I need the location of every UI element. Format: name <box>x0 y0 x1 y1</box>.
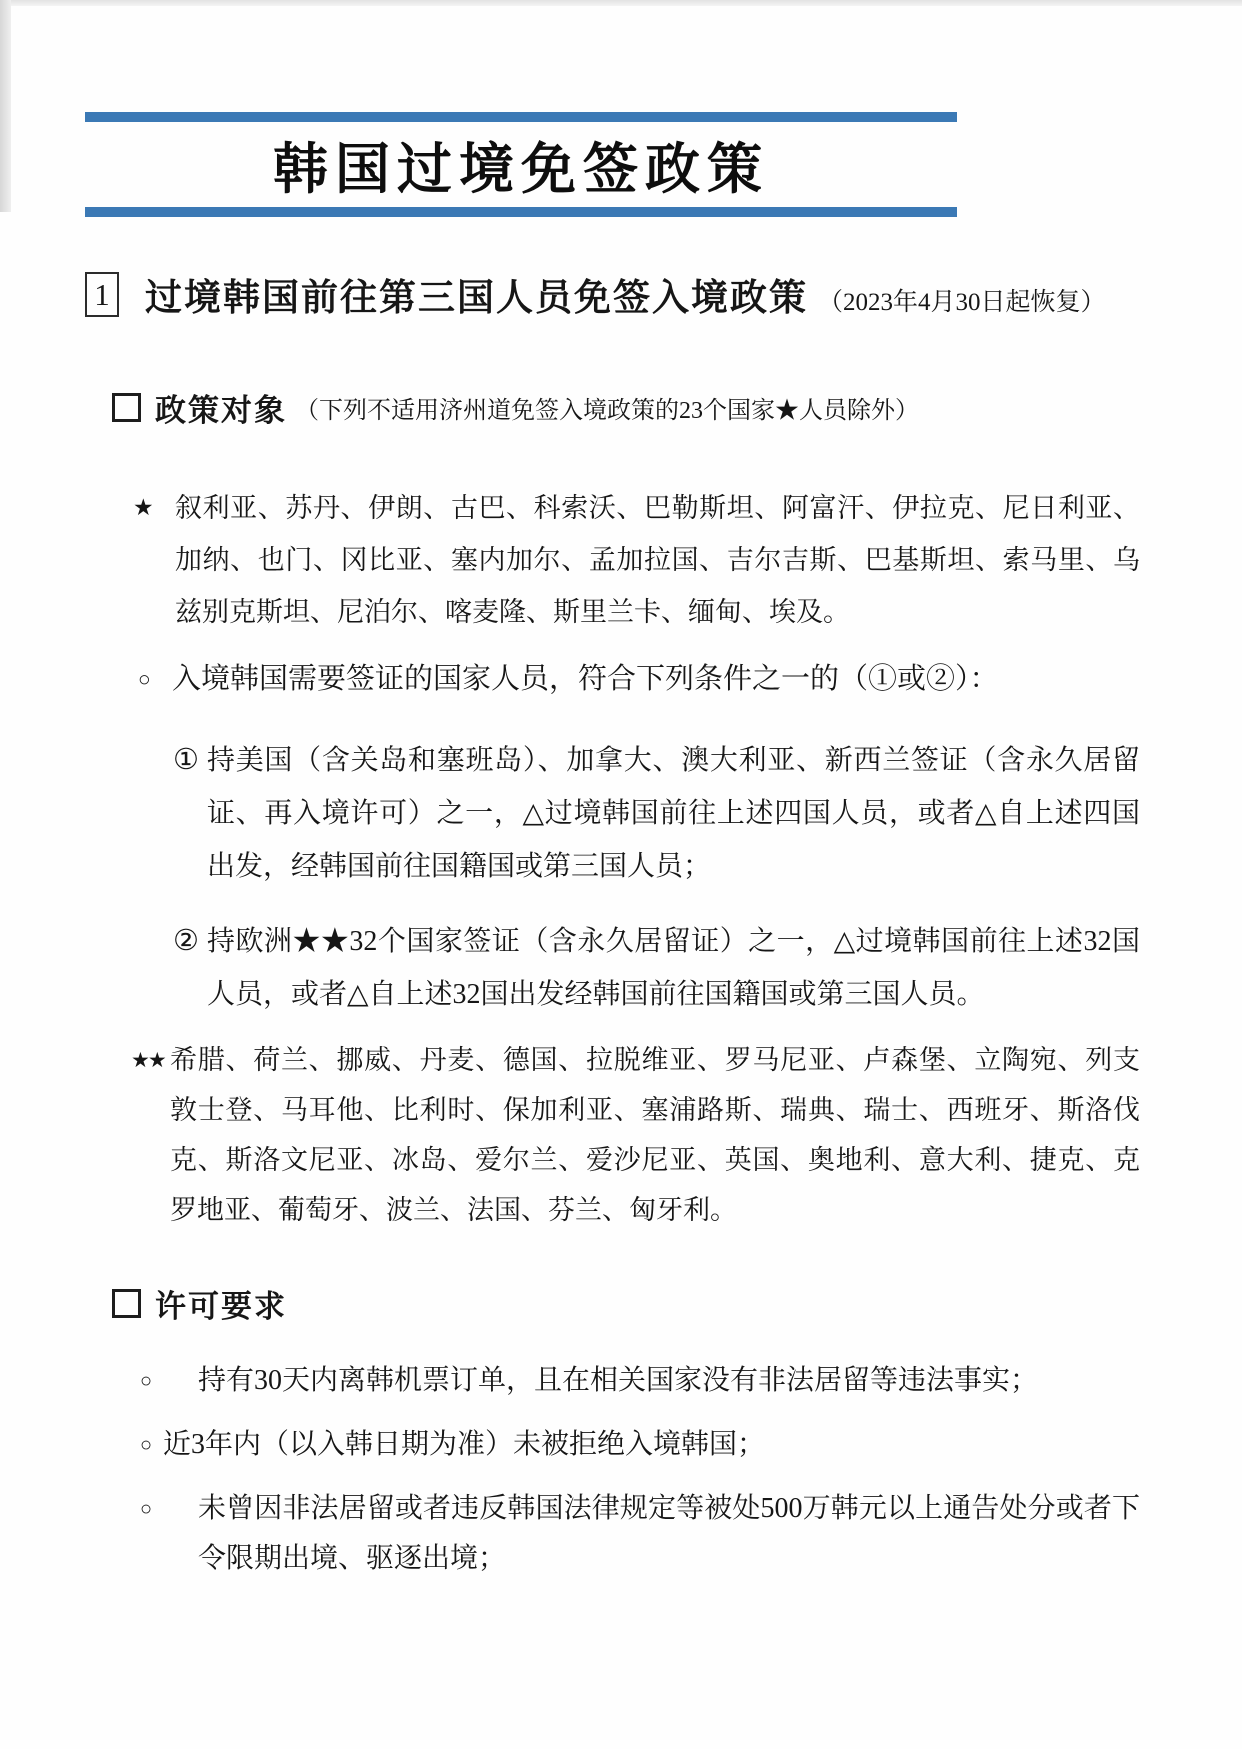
visa-required-intro-item <box>85 652 1140 706</box>
condition-2-item <box>85 915 1140 1021</box>
title-banner <box>85 112 957 217</box>
requirement-text: 未曾因非法居留或者违反韩国法律规定等被处500万韩元以上通告处分或者下令限期出境、驱逐出境； <box>198 1493 1140 1574</box>
condition-1-text: 持美国（含关岛和塞班岛）、加拿大、澳大利亚、新西兰签证（含永久居留证、再入境许可）之一，△过境韩国前往上述四国人员，或者△自上述四国出发，经韩国前往国籍国或第三国人员； <box>207 745 1140 882</box>
requirement-text: 持有30天内离韩机票订单，且在相关国家没有非法居留等违法事实； <box>198 1365 1039 1396</box>
requirement-item <box>85 1356 1140 1406</box>
requirement-text: 近3年内（以入韩日期为准）未被拒绝入境韩国； <box>163 1429 766 1460</box>
double-star-icon: ★★ <box>131 1048 165 1072</box>
excluded-countries-item <box>85 482 1140 638</box>
visa-required-intro-text: 入境韩国需要签证的国家人员，符合下列条件之一的（①或②）： <box>172 663 999 695</box>
circle-bullet-icon: ○ <box>140 1370 153 1392</box>
excluded-countries-text: 叙利亚、苏丹、伊朗、古巴、科索沃、巴勒斯坦、阿富汗、伊拉克、尼日利亚、加纳、也门、冈比亚、塞内加尔、孟加拉国、吉尔吉斯、巴基斯坦、索马里、乌兹别克斯坦、尼泊尔、喀麦隆、斯里兰卡、缅甸、埃及。 <box>175 493 1140 627</box>
policy-target-heading <box>112 385 1140 430</box>
requirement-item <box>85 1420 1140 1470</box>
requirement-item <box>85 1484 1140 1584</box>
permit-requirements-label: 许可要求 <box>155 1289 287 1324</box>
condition-2-text: 持欧洲★★32个国家签证（含永久居留证）之一，△过境韩国前往上述32国人员，或者△自上述32国出发经韩国前往国籍国或第三国人员。 <box>207 926 1140 1010</box>
european-countries-text: 希腊、荷兰、挪威、丹麦、德国、拉脱维亚、罗马尼亚、卢森堡、立陶宛、列支敦士登、马耳他、比利时、保加利亚、塞浦路斯、瑞典、瑞士、西班牙、斯洛伐克、斯洛文尼亚、冰岛、爱尔兰、爱沙尼亚、英国、奥地利、意大利、捷克、克罗地亚、葡萄牙、波兰、法国、芬兰、匈牙利。 <box>170 1045 1140 1225</box>
section-date-note: （2023年4月30日起恢复） <box>818 289 1106 316</box>
title-rule-top <box>85 112 957 122</box>
policy-target-label: 政策对象 <box>155 393 287 428</box>
title-rule-bottom <box>85 207 957 217</box>
circle-bullet-icon: ○ <box>138 667 151 691</box>
permit-requirements-heading <box>112 1281 1140 1326</box>
square-outline-icon <box>112 1289 141 1318</box>
condition-1-item <box>85 734 1140 893</box>
circle-bullet-icon: ○ <box>140 1434 153 1456</box>
section-title: 过境韩国前往第三国人员免签入境政策 <box>145 278 808 319</box>
circle-bullet-icon: ○ <box>140 1498 153 1520</box>
circled-two-icon: ② <box>173 925 199 957</box>
section-heading <box>85 267 1140 321</box>
star-icon: ★ <box>133 495 154 520</box>
european-countries-item <box>85 1035 1140 1235</box>
circled-one-icon: ① <box>173 744 199 776</box>
section-number-box: 1 <box>85 272 119 317</box>
page-title: 韩国过境免签政策 <box>272 139 769 200</box>
policy-target-note: （下列不适用济州道免签入境政策的23个国家★人员除外） <box>295 398 919 424</box>
square-outline-icon <box>112 393 141 422</box>
